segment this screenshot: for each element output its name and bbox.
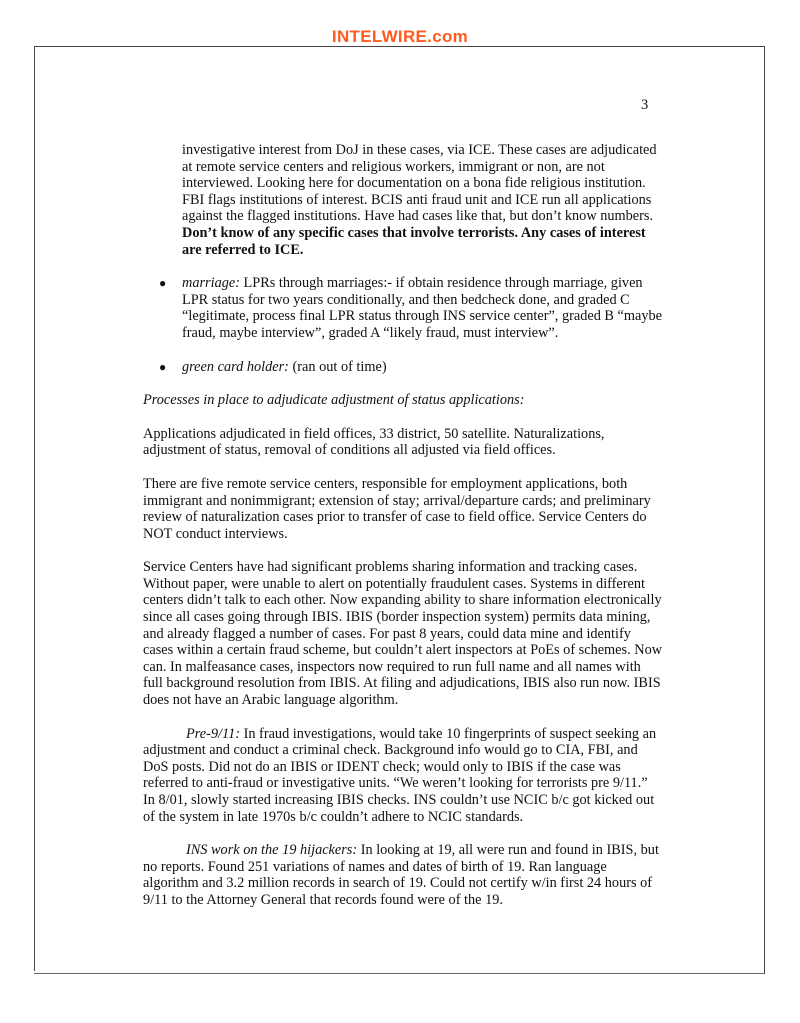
hijackers-text: In looking at 19, all were run and found in IBIS, but no reports. Found 251 variations of names and dates of birth of 19. Ran language algorithm and 3.2 million records in search of 19. Could not certify w/in first 24 hours of 9/11 to the Attorney General that records found were of the 19. — [143, 842, 659, 908]
pre-911-text: In fraud investigations, would take 10 fingerprints of suspect seeking an adjustment and conduct a criminal check. Background info would go to CIA, FBI, and DoS posts. Did not do an IBIS or IDENT check; would only to IBIS if the case was referred to anti-fraud or investigative units. “We weren’t looking for terrorists pre 9/11.” In 8/01, slowly started increasing IBIS checks. INS couldn’t use NCIC b/c got kicked out of the system in late 1970s b/c couldn’t adhere to NCIC standards. — [143, 725, 657, 825]
bullet-icon: ● — [159, 276, 167, 291]
continuation-bold-text: Don’t know of any specific cases that involve terrorists. Any cases of interest are referred to ICE. — [182, 224, 646, 258]
document-body — [143, 142, 663, 909]
bullet-text: LPRs through marriages:- if obtain residence through marriage, given LPR status for two years conditionally, and then bedcheck done, and graded C “legitimate, process final LPR status through INS service center”, graded B “maybe fraud, maybe interview”, graded A “likely fraud, must interview”. — [182, 275, 662, 341]
continuation-paragraph — [182, 142, 663, 258]
bullet-item-marriage — [143, 275, 663, 341]
page-frame-top — [34, 46, 764, 47]
section-heading: Processes in place to adjudicate adjustment of status applications: — [143, 392, 525, 409]
bullet-text: (ran out of time) — [288, 358, 387, 375]
bullet-list — [143, 275, 663, 375]
hijackers-label: INS work on the 19 hijackers: — [186, 842, 358, 859]
pre-911-label: Pre-9/11: — [186, 725, 240, 742]
bullet-label: marriage: — [182, 275, 240, 292]
bullet-icon: ● — [159, 359, 167, 374]
paragraph-ibis: Service Centers have had significant problems sharing information and tracking cases. Without paper, were unable to alert on potentially fraudulent cases. Systems in different centers didn’t talk to each other. Now expanding ability to share information electronically since all cases going through IBIS. IBIS (border inspection system) permits data mining, and already flagged a number of cases. For past 8 years, could data mine and identify cases within a certain fraud scheme, but couldn’t alert inspectors at PoEs of schemes. Now can. In malfeasance cases, inspectors now required to run full name and all names with full background resolution from IBIS. At filing and adjudications, IBIS also run now. IBIS does not have an Arabic language algorithm. — [143, 559, 663, 709]
page-number: 3 — [641, 97, 649, 113]
continuation-text: investigative interest from DoJ in these cases, via ICE. These cases are adjudicated at remote service centers and religious workers, immigrant or non, are not interviewed. Looking here for documentation on a bona fide religious institution. FBI flags institutions of interest. BCIS anti fraud unit and ICE run all applications against the flagged institutions. Have had cases like that, but don’t know numbers. — [182, 142, 657, 225]
paragraph-pre-911 — [143, 726, 663, 826]
paragraph-service-centers: There are five remote service centers, responsible for employment applications, both immigrant and nonimmigrant; extension of stay; arrival/departure cards; and preliminary review of naturalization cases prior to transfer of case to field office. Service Centers do NOT conduct interviews. — [143, 475, 651, 542]
page-frame-right — [764, 46, 765, 974]
paragraph-hijackers — [143, 842, 663, 908]
bullet-item-green-card — [143, 359, 663, 376]
page-frame-left — [34, 46, 35, 971]
paragraph-field-offices: Applications adjudicated in field offices, 33 district, 50 satellite. Naturalizations, adjustment of status, removal of conditions all adjusted via field offices. — [143, 425, 605, 459]
intelwire-watermark: INTELWIRE.com — [331, 27, 469, 46]
bullet-label: green card holder: — [182, 358, 289, 375]
page-frame-bottom — [34, 973, 764, 974]
